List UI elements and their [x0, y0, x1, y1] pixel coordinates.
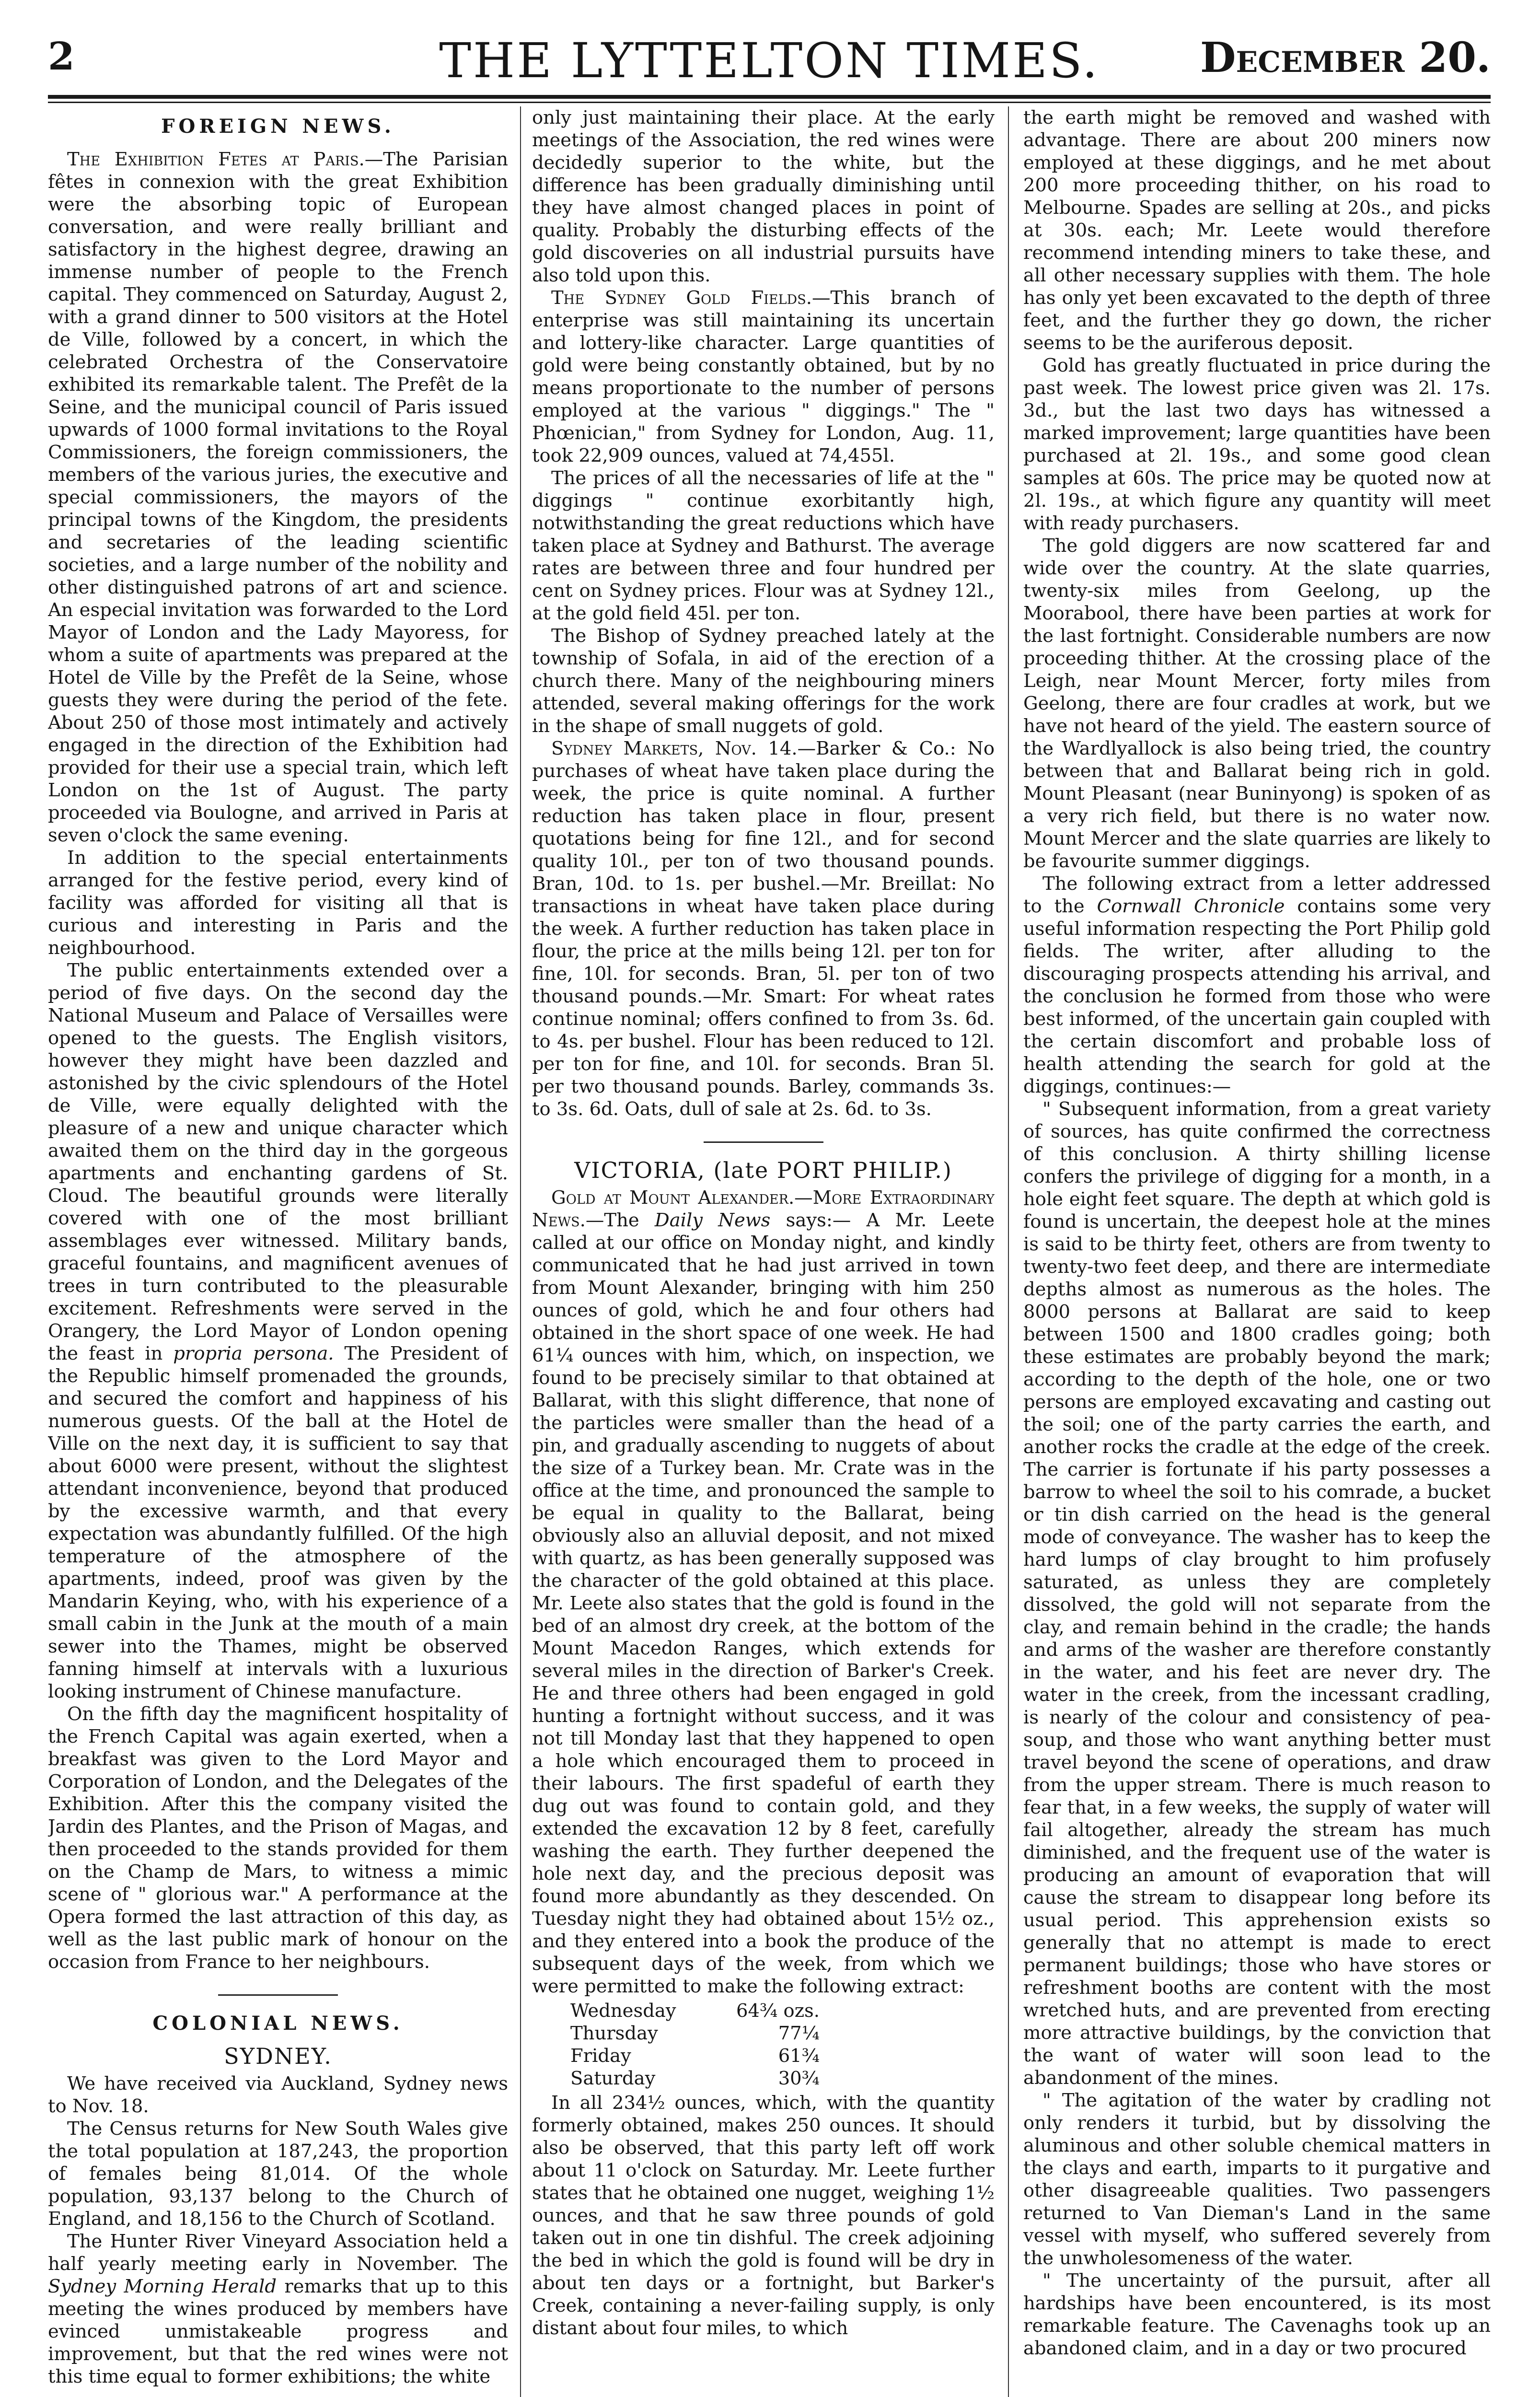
article-paragraph: " The agitation of the water by cradling not only renders it turbid, but by dissolving the aluminous and other soluble chemical matters in the clays and earth, imparts to it purgative and other disagreeable qualities. Two passengers returned to Van Dieman's Land in the same vessel with myself, who suffered severely from the unwholesomeness of the water. [1023, 2090, 1491, 2269]
article-paragraph: On the fifth day the magnificent hospitality of the French Capital was again exerted, when a breakfast was given to the Lord Mayor and Corporation of London, and the Delegates of the Exhibition. After this the company visited the Jardin des Plantes, and the Prison of Magas, and then proceeded to the stands provided for them on the Champ de Mars, to witness a mimic scene of " glorious war." A performance at the Opera formed the last attraction of this day, as well as the last public mark of honour on the occasion from France to her neighbours. [48, 1703, 508, 1973]
masthead-rule-thin [48, 102, 1491, 103]
extract-row: Friday 61¾ [570, 2045, 820, 2067]
article-paragraph: " Subsequent information, from a great variety of sources, has quite confirmed the correctness of this conclusion. A thirty shilling license confers the privilege of digging for a month, in a hole eight feet square. The depth at which gold is found is uncertain, the deepest hole at the mines is said to be thirty feet, others are from twenty to twenty-two feet deep, and there are intermediate depths almost as numerous as the holes. The 8000 persons at Ballarat are said to keep between 1500 and 1800 cradles going; both these estimates are probably beyond the mark; according to the depth of the hole, one or two persons are employed excavating and casting out the soil; one of the party carries the earth, and another rocks the cradle at the edge of the creek. The carrier is fortunate if his party possesses a barrow to wheel the soil to his comrade, a bucket or tin dish carried on the head is the general mode of conveyance. The washer has to keep the hard lumps of clay brought to him profusely saturated, as unless they are completely dissolved, the gold will not separate from the clay, and remain behind in the cradle; the hands and arms of the washer are therefore constantly in the water, and his feet are never dry. The water in the creek, from the incessant cradling, is nearly of the colour and consistency of pea-soup, and those who want anything better must travel beyond the scene of operations, and draw from the upper stream. There is much reason to fear that, in a few weeks, the supply of water will fail altogether, already the stream has much diminished, and the frequent use of the water is producing an amount of evaporation that will cause the stream to disappear long before its usual period. This apprehension exists so generally that no attempt is made to erect permanent buildings; those who have stores or refreshment booths are content with the most wretched huts, and are prevented from erecting more attractive buildings, by the conviction that the want of water will soon lead to the abandonment of the mines. [1023, 1098, 1491, 2089]
extract-row: Thursday 77¼ [570, 2023, 820, 2044]
article-paragraph: the earth might be removed and washed with advantage. There are about 200 miners now employed at these diggings, and he met about 200 more proceeding thither, on his road to Melbourne. Spades are selling at 20s., and picks at 30s. each; Mr. Leete would therefore recommend intending miners to take these, and all other necessary supplies with them. The hole has only yet been excavated to the depth of three feet, and the further they go down, the richer seems to be the auriferous deposit. [1023, 107, 1491, 354]
gold-extract-table [570, 2000, 995, 2090]
article-paragraph: In all 234½ ounces, which, with the quantity formerly obtained, makes 250 ounces. It should also be observed, that this party left off work about 11 o'clock on Saturday. Mr. Leete further states that he obtained one nugget, weighing 1½ ounces, and that he saw three pounds of gold taken out in one tin dishful. The creek adjoining the bed in which the gold is found will be dry in about ten days or a fortnight, but Barker's Creek, containing a never-failing supply, is only distant about four miles, to which [532, 2092, 995, 2339]
article-lead: The Sydney Gold Fields. [551, 287, 812, 309]
article-lead: Sydney Markets, Nov. 14. [551, 738, 798, 759]
sydney-heading: SYDNEY. [224, 2043, 332, 2069]
article-paragraph: The following extract from a letter addressed to the Cornwall Chronicle contains some very useful information respecting the Port Philip gold fields. The writer, after alluding to the discouraging prospects attending his arrival, and the conclusion he formed from those who were best informed, of the uncertain gain coupled with the certain discomfort and probable loss of health attending the search for gold at the diggings, continues:— [1023, 873, 1491, 1097]
section-divider [218, 1994, 338, 1996]
section-divider [704, 1141, 823, 1143]
masthead [48, 19, 1491, 91]
column-1 [48, 106, 508, 2397]
article-paragraph: The Census returns for New South Wales give the total population at 187,243, the proportion of females being 81,014. Of the whole population, 93,137 belong to the Church of England, and 18,156 to the Church of Scotland. [48, 2118, 508, 2230]
article-paragraph: The Sydney Gold Fields.—This branch of enterprise was still maintaining its uncertain and lottery-like character. Large quantities of gold were being constantly obtained, but by no means proportionate to the number of persons employed at the various " diggings." The " Phœnician," from Sydney for London, Aug. 11, took 22,909 ounces, valued at 74,455l. [532, 287, 995, 466]
article-paragraph: " The uncertainty of the pursuit, after all hardships have been encountered, is its most remarkable feature. The Cavenaghs took up an abandoned claim, and in a day or two procured [1023, 2270, 1491, 2359]
article-paragraph: We have received via Auckland, Sydney news to Nov. 18. [48, 2073, 508, 2117]
masthead-rule-thick [48, 95, 1491, 99]
newspaper-title: THE LYTTELTON TIMES. [439, 33, 1100, 89]
column-2 [532, 106, 995, 2397]
article-paragraph: The public entertainments extended over a period of five days. On the second day the National Museum and Palace of Versailles were opened to the guests. The English visitors, however they might have been dazzled and astonished by the civic splendours of the Hotel de Ville, were equally delighted with the pleasure of a new and unique character which awaited them on the third day in the gorgeous apartments and enchanting gardens of St. Cloud. The beautiful grounds were literally covered with one of the most brilliant assemblages ever witnessed. Military bands, graceful fountains, and magnificent avenues of trees in turn contributed to the pleasurable excitement. Refreshments were served in the Orangery, the Lord Mayor of London opening the feast in propria persona. The President of the Republic himself promenaded the grounds, and secured the comfort and happiness of his numerous guests. Of the ball at the Hotel de Ville on the next day, it is sufficient to say that about 6000 were present, without the slightest attendant inconvenience, beyond that produced by the excessive warmth, and that every expectation was abundantly fulfilled. Of the high temperature of the atmosphere of the apartments, indeed, proof was given by the Mandarin Keying, who, with his experience of a small cabin in the Junk at the mouth of a main sewer into the Thames, might be observed fanning himself at intervals with a luxurious looking instrument of Chinese manufacture. [48, 960, 508, 1702]
article-paragraph: Gold has greatly fluctuated in price during the past week. The lowest price given was 2l. 17s. 3d., but the last two days has witnessed a marked improvement; large quantities have been purchased at 2l. 19s., and some good clean samples at 60s. The price may be quoted now at 2l. 19s., at which figure any quantity will meet with ready purchasers. [1023, 355, 1491, 534]
extract-row: Wednesday 64¾ ozs. [570, 2000, 820, 2022]
article-paragraph: In addition to the special entertainments arranged for the festive period, every kind of facility was afforded for visiting all that is curious and interesting in Paris and the neighbourhood. [48, 847, 508, 959]
foreign-news-heading: FOREIGN NEWS. [161, 115, 395, 138]
column-3 [1023, 106, 1491, 2397]
article-paragraph: The Hunter River Vineyard Association held a half yearly meeting early in November. The Sydney Morning Herald remarks that up to this meeting the wines produced by members have evinced unmistakeable progress and improvement, but that the red wines were not this time equal to former exhibitions; the white [48, 2231, 508, 2387]
article-paragraph: only just maintaining their place. At the early meetings of the Association, the red wines were decidedly superior to the white, but the difference has been gradually diminishing until they have almost changed places in point of quality. Probably the disturbing effects of the gold discoveries on all industrial pursuits have also told upon this. [532, 107, 995, 286]
article-paragraph: The prices of all the necessaries of life at the " diggings " continue exorbitantly high, notwithstanding the great reductions which have taken place at Sydney and Bathurst. The average rates are between three and four hundred per cent on Sydney prices. Flour was at Sydney 12l., at the gold field 45l. per ton. [532, 467, 995, 624]
article-paragraph: Gold at Mount Alexander.—More Extraordinary News.—The Daily News says:— A Mr. Leete called at our office on Monday night, and kindly communicated that he had just arrived in town from Mount Alexander, bringing with him 250 ounces of gold, which he and four others had obtained in the short space of one week. He had 61¼ ounces with him, which, on inspection, we found to be precisely similar to that obtained at Ballarat, with this slight difference, that none of the particles were smaller than the head of a pin, and gradually ascending to nuggets of about the size of a Turkey bean. Mr. Crate was in the office at the time, and pronounced the sample to be equal in quality to the Ballarat, being obviously also an alluvial deposit, and not mixed with quartz, as has been generally supposed was the character of the gold obtained at this place. Mr. Leete also states that the gold is found in the bed of an almost dry creek, at the bottom of the Mount Macedon Ranges, which extends for several miles in the direction of Barker's Creek. He and three others had been engaged in gold hunting a fortnight without success, and it was not till Monday last that they happened to open a hole which encouraged them to proceed in their labours. The first spadeful of earth they dug out was found to contain gold, and they extended the excavation 12 by 8 feet, carefully washing the earth. They further deepened the hole next day, and the precious deposit was found more abundantly as they descended. On Tuesday night they had obtained about 15½ oz., and they entered into a book the produce of the subsequent days of the week, from which we were permitted to make the following extract: [532, 1187, 995, 1997]
article-paragraph: The Exhibition Fetes at Paris.—The Parisian fêtes in connexion with the great Exhibition were the absorbing topic of European conversation, and were really brilliant and satisfactory in the highest degree, drawing an immense number of people to the French capital. They commenced on Saturday, August 2, with a grand dinner to 500 visitors at the Hotel de Ville, followed by a concert, in which the celebrated Orchestra of the Conservatoire exhibited its remarkable talent. The Prefêt de la Seine, and the municipal council of Paris issued upwards of 1000 formal invitations to the Royal Commissioners, the foreign commissioners, the members of the various juries, the executive and special commissioners, the mayors of the principal towns of the Kingdom, the presidents and secretaries of the leading scientific societies, and a large number of the nobility and other distinguished patrons of art and science. An especial invitation was forwarded to the Lord Mayor of London and the Lady Mayoress, for whom a suite of apartments was prepared at the Hotel de Ville by the Prefêt de la Seine, whose guests they were during the period of the fete. About 250 of those most intimately and actively engaged in the direction of the Exhibition had provided for their use a special train, which left London on the 1st of August. The party proceeded via Boulogne, and arrived in Paris at seven o'clock the same evening. [48, 149, 508, 846]
article-paragraph: The Bishop of Sydney preached lately at the township of Sofala, in aid of the erection of a church there. Many of the neighbouring miners attended, several making offerings for the work in the shape of small nuggets of gold. [532, 625, 995, 737]
page-number: 2 [48, 34, 75, 79]
article-paragraph: The gold diggers are now scattered far and wide over the country. At the slate quarries, twenty-six miles from Geelong, up the Moorabool, there have been parties at work for the last fortnight. Considerable numbers are now proceeding thither. At the crossing place of the Leigh, near Mount Mercer, forty miles from Geelong, there are four cradles at work, but we have not heard of the yield. The eastern source of the Wardlyallock is also being tried, the country between that and Ballarat being rich in gold. Mount Pleasant (near Buninyong) is spoken of as a very rich field, but there is no water now. Mount Mercer and the slate quarries are likely to be favourite summer diggings. [1023, 535, 1491, 872]
article-lead: The Exhibition Fetes at Paris. [67, 149, 365, 170]
column-divider-2 [1008, 106, 1009, 2397]
article-lead: Gold at Mount Alexander.—More Extraordinary News. [532, 1187, 995, 1231]
colonial-news-heading: COLONIAL NEWS. [152, 2012, 404, 2035]
column-divider-1 [520, 106, 521, 2397]
extract-row: Saturday 30¾ [570, 2068, 820, 2089]
victoria-heading: VICTORIA, (late PORT PHILIP.) [574, 1157, 952, 1183]
article-paragraph: Sydney Markets, Nov. 14.—Barker & Co.: No purchases of wheat have taken place during the week, the price is quite nominal. A further reduction has taken place in flour, present quotations being for fine 12l., and for second quality 10l., per ton of two thousand pounds. Bran, 10d. to 1s. per bushel.—Mr. Breillat: No transactions in wheat have taken place during the week. A further reduction has taken place in flour, the price at the mills being 12l. per ton for fine, 10l. for seconds. Bran, 5l. per ton of two thousand pounds.—Mr. Smart: For wheat rates continue nominal; offers confined to from 3s. 6d. to 4s. per bushel. Flour has been reduced to 12l. per ton for fine, and 10l. for seconds. Bran 5l. per two thousand pounds. Barley, commands 3s. to 3s. 6d. Oats, dull of sale at 2s. 6d. to 3s. [532, 738, 995, 1120]
issue-date: December 20. [1200, 34, 1491, 82]
